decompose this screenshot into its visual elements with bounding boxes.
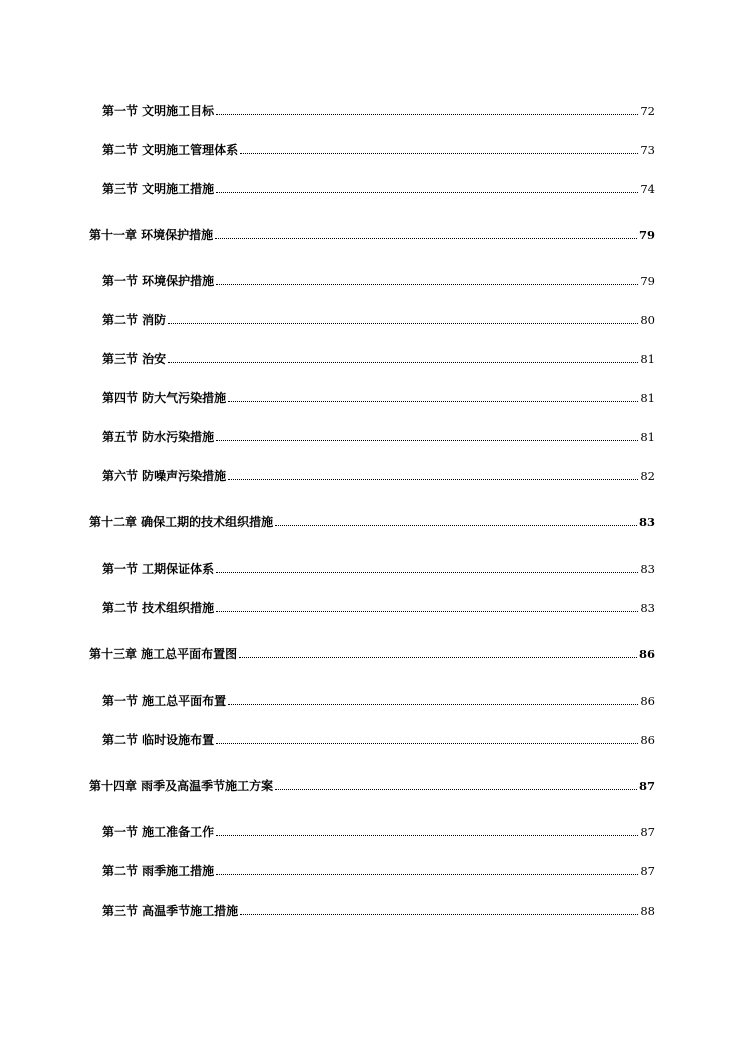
dot-leader xyxy=(216,283,638,285)
toc-entry-title: 第一节 环境保护措施 xyxy=(102,274,215,288)
toc-entry[interactable] xyxy=(102,858,655,878)
toc-entry[interactable] xyxy=(102,98,655,118)
dot-leader xyxy=(228,478,638,480)
toc-entry-page: 81 xyxy=(640,391,655,405)
toc-entry-page: 83 xyxy=(638,515,655,529)
toc-entry-title: 第二节 雨季施工措施 xyxy=(102,864,215,878)
toc-entry[interactable] xyxy=(102,385,655,405)
toc-entry[interactable] xyxy=(102,424,655,444)
toc-entry[interactable] xyxy=(102,176,655,196)
dot-leader xyxy=(240,152,638,154)
toc-entry-page: 81 xyxy=(640,352,655,366)
toc-entry-title: 第四节 防大气污染措施 xyxy=(102,391,227,405)
toc-entry-page: 86 xyxy=(640,733,655,747)
toc-entry-title: 第十三章 施工总平面布置图 xyxy=(89,647,238,661)
toc-entry[interactable] xyxy=(102,819,655,839)
toc-entry[interactable] xyxy=(102,595,655,615)
toc-entry-title: 第十四章 雨季及高温季节施工方案 xyxy=(89,779,274,793)
dot-leader xyxy=(228,400,638,402)
toc-chapter-entry[interactable] xyxy=(89,222,655,242)
toc-entry[interactable] xyxy=(102,556,655,576)
toc-entry-page: 81 xyxy=(640,430,655,444)
toc-entry-page: 87 xyxy=(640,864,655,878)
dot-leader xyxy=(240,913,638,915)
toc-entry-page: 73 xyxy=(640,143,655,157)
toc-entry-page: 74 xyxy=(640,182,655,196)
toc-entry-title: 第六节 防噪声污染措施 xyxy=(102,469,227,483)
dot-leader xyxy=(275,524,637,526)
toc-entry-title: 第三节 文明施工措施 xyxy=(102,182,215,196)
toc-entry-title: 第三节 高温季节施工措施 xyxy=(102,904,239,918)
toc-entry-title: 第五节 防水污染措施 xyxy=(102,430,215,444)
dot-leader xyxy=(168,361,638,363)
dot-leader xyxy=(239,656,637,658)
toc-chapter-entry[interactable] xyxy=(89,773,655,793)
toc-entry-page: 83 xyxy=(640,562,655,576)
toc-entry-page: 87 xyxy=(638,779,655,793)
dot-leader xyxy=(228,703,638,705)
toc-entry-page: 83 xyxy=(640,601,655,615)
toc-entry-title: 第二节 临时设施布置 xyxy=(102,733,215,747)
dot-leader xyxy=(216,610,638,612)
toc-chapter-entry[interactable] xyxy=(89,509,655,529)
toc-entry[interactable] xyxy=(102,346,655,366)
toc-entry-title: 第三节 治安 xyxy=(102,352,167,366)
toc-entry-title: 第二节 消防 xyxy=(102,313,167,327)
toc-entry-page: 79 xyxy=(640,274,655,288)
toc-entry-title: 第十一章 环境保护措施 xyxy=(89,228,214,242)
toc-entry[interactable] xyxy=(102,137,655,157)
toc-entry-title: 第一节 施工总平面布置 xyxy=(102,694,227,708)
toc-entry[interactable] xyxy=(102,688,655,708)
dot-leader xyxy=(216,191,638,193)
toc-chapter-entry[interactable] xyxy=(89,641,655,661)
toc-entry[interactable] xyxy=(102,463,655,483)
toc-entry-title: 第二节 文明施工管理体系 xyxy=(102,143,239,157)
toc-entry-page: 79 xyxy=(638,228,655,242)
toc-entry-page: 88 xyxy=(640,904,655,918)
toc-entry[interactable] xyxy=(102,898,655,918)
toc-entry[interactable] xyxy=(102,268,655,288)
toc-entry-page: 86 xyxy=(638,647,655,661)
toc-entry[interactable] xyxy=(102,307,655,327)
dot-leader xyxy=(216,439,638,441)
toc-entry-page: 87 xyxy=(640,825,655,839)
toc-entry-title: 第十二章 确保工期的技术组织措施 xyxy=(89,515,274,529)
dot-leader xyxy=(216,834,638,836)
dot-leader xyxy=(275,788,637,790)
toc-entry-title: 第一节 文明施工目标 xyxy=(102,104,215,118)
dot-leader xyxy=(216,742,638,744)
toc-entry[interactable] xyxy=(102,727,655,747)
dot-leader xyxy=(216,873,638,875)
dot-leader xyxy=(216,113,638,115)
toc-entry-page: 80 xyxy=(640,313,655,327)
toc-entry-page: 72 xyxy=(640,104,655,118)
toc-entry-title: 第二节 技术组织措施 xyxy=(102,601,215,615)
dot-leader xyxy=(168,322,638,324)
toc-entry-title: 第一节 工期保证体系 xyxy=(102,562,215,576)
dot-leader xyxy=(216,571,638,573)
toc-entry-page: 82 xyxy=(640,469,655,483)
toc-entry-title: 第一节 施工准备工作 xyxy=(102,825,215,839)
dot-leader xyxy=(215,237,637,239)
toc-entry-page: 86 xyxy=(640,694,655,708)
